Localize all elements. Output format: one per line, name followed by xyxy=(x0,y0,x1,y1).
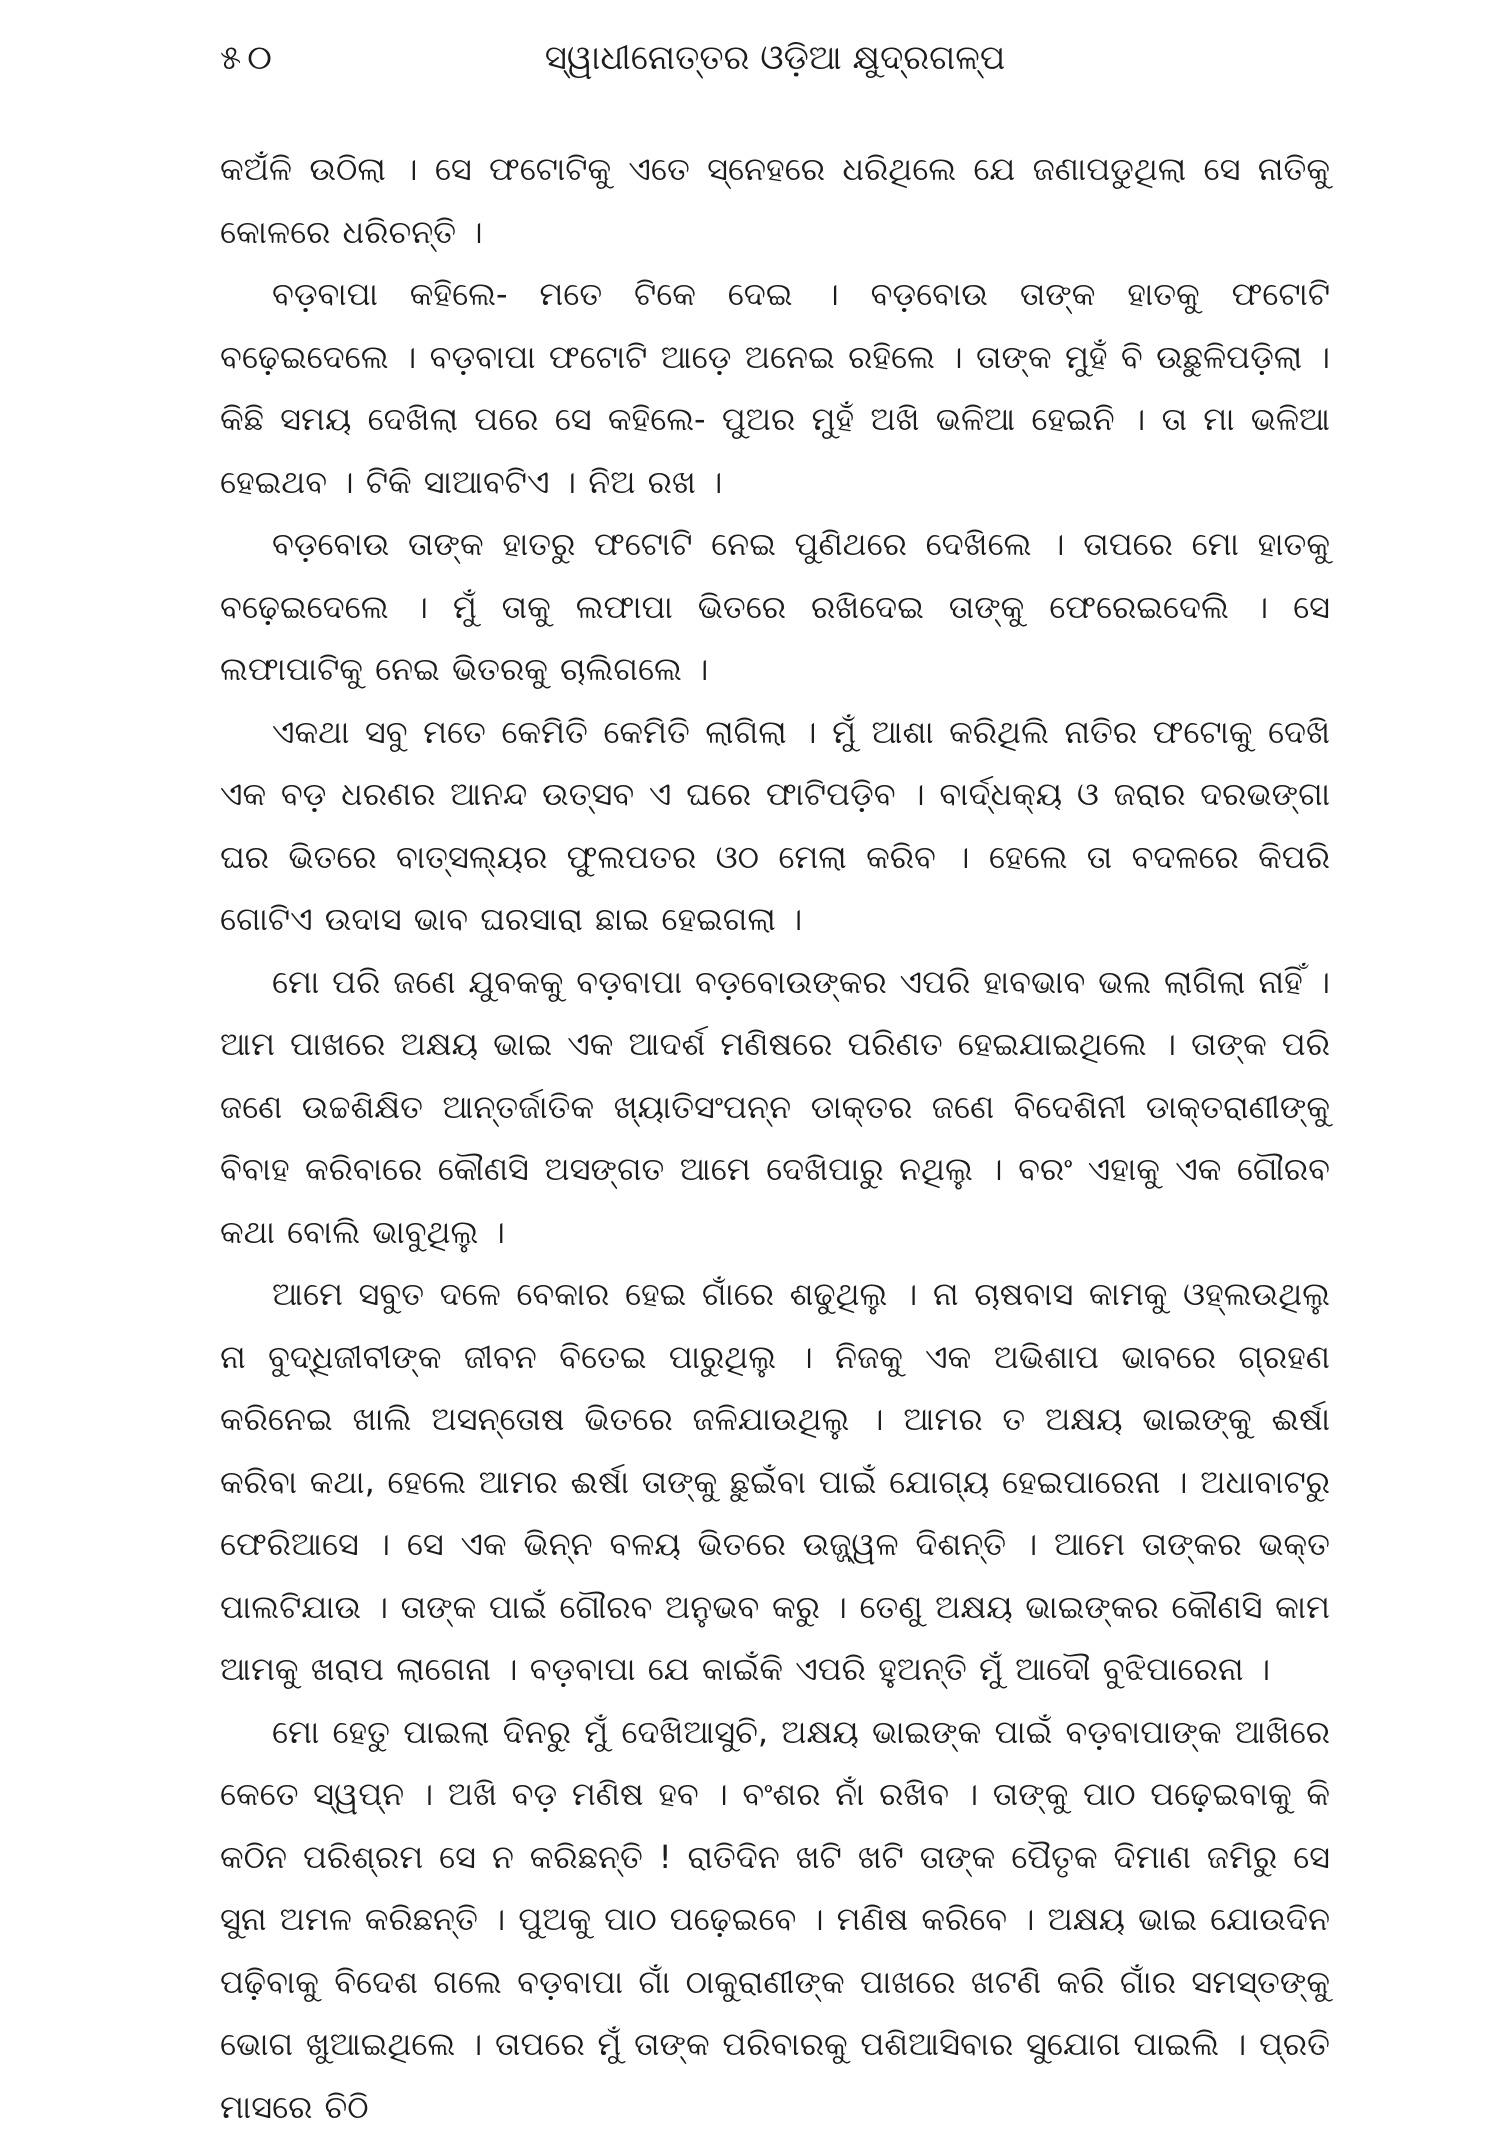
page-number: ୫୦ xyxy=(220,28,278,88)
paragraph: ମୋ ହେତୁ ପାଇଲା ଦିନରୁ ମୁଁ ଦେଖିଆସୁଚି, ଅକ୍ଷୟ ଭାଇଙ୍କ ପାଇଁ ବଡ଼ବାପାଙ୍କ ଆଖିରେ କେତେ ସ୍ୱପ୍ନ । ଅଖି ବଡ଼ ମଣିଷ ହବ । ବଂଶର ନାଁ ରଖିବ । ତାଙ୍କୁ ପାଠ ପଢ଼େଇବାକୁ କି କଠିନ ପରିଶ୍ରମ ସେ ନ କରିଛନ୍ତି ! ରାତିଦିନ ଖଟି ଖଟି ତାଙ୍କ ପୈତୃକ ଦିମାଣ ଜମିରୁ ସେ ସୁନା ଅମଳ କରିଛନ୍ତି । ପୁଅକୁ ପାଠ ପଢ଼େଇବେ । ମଣିଷ କରିବେ । ଅକ୍ଷୟ ଭାଇ ଯୋଉଦିନ ପଢ଼ିବାକୁ ବିଦେଶ ଗଲେ ବଡ଼ବାପା ଗାଁ ଠାକୁରାଣୀଙ୍କ ପାଖରେ ଖଟଣି କରି ଗାଁର ସମସ୍ତଙ୍କୁ ଭୋଗ ଖୁଆଇଥିଲେ । ତାପରେ ମୁଁ ତାଙ୍କ ପରିବାରକୁ ପଶିଆସିବାର ସୁଯୋଗ ପାଇଲି । ପ୍ରତି ମାସରେ ଚିଠି xyxy=(220,1701,1330,2138)
book-title: ସ୍ୱାଧୀନୋତ୍ତର ଓଡ଼ିଆ କ୍ଷୁଦ୍ରଗଳ୍ପ xyxy=(220,28,1330,88)
paragraph: ବଡ଼ବୋଉ ତାଙ୍କ ହାତରୁ ଫଟୋଟି ନେଇ ପୁଣିଥରେ ଦେଖିଲେ । ତାପରେ ମୋ ହାତକୁ ବଢ଼େଇଦେଲେ । ମୁଁ ତାକୁ ଲଫାପା ଭିତରେ ରଖିଦେଇ ତାଙ୍କୁ ଫେରେଇଦେଲି । ସେ ଲଫାପାଟିକୁ ନେଇ ଭିତରକୁ ଚାଲିଗଲେ । xyxy=(220,513,1330,701)
paragraph: ବଡ଼ବାପା କହିଲେ- ମତେ ଟିକେ ଦେଇ । ବଡ଼ବୋଉ ତାଙ୍କ ହାତକୁ ଫଟୋଟି ବଢ଼େଇଦେଲେ । ବଡ଼ବାପା ଫଟୋଟି ଆଡ଼େ ଅନେଇ ରହିଲେ । ତାଙ୍କ ମୁହଁ ବି ଉଛୁଳିପଡ଼ିଲା । କିଛି ସମୟ ଦେଖିଲା ପରେ ସେ କହିଲେ- ପୁଅର ମୁହଁ ଅଖି ଭଳିଆ ହେଇନି । ତା ମା ଭଳିଆ ହେଇଥବ । ଟିକି ସାଆବଟିଏ । ନିଅ ରଖ । xyxy=(220,263,1330,513)
running-header xyxy=(220,28,1330,88)
paragraph: ମୋ ପରି ଜଣେ ଯୁବକକୁ ବଡ଼ବାପା ବଡ଼ବୋଉଙ୍କର ଏପରି ହାବଭାବ ଭଲ ଲାଗିଲା ନାହିଁ । ଆମ ପାଖରେ ଅକ୍ଷୟ ଭାଇ ଏକ ଆଦର୍ଶ ମଣିଷରେ ପରିଣତ ହେଇଯାଇଥିଲେ । ତାଙ୍କ ପରି ଜଣେ ଉଚ୍ଚଶିକ୍ଷିତ ଆନ୍ତର୍ଜାତିକ ଖ୍ୟାତିସଂପନ୍ନ ଡାକ୍ତର ଜଣେ ବିଦେଶିନୀ ଡାକ୍ତରାଣୀଙ୍କୁ ବିବାହ କରିବାରେ କୌଣସି ଅସଙ୍ଗତ ଆମେ ଦେଖିପାରୁ ନଥିଲୁ । ବରଂ ଏହାକୁ ଏକ ଗୌରବ କଥା ବୋଲି ଭାବୁଥିଲୁ । xyxy=(220,951,1330,1264)
story-text xyxy=(220,138,1330,2138)
paragraph: ଏକଥା ସବୁ ମତେ କେମିତି କେମିତି ଲାଗିଲା । ମୁଁ ଆଶା କରିଥିଲି ନାତିର ଫଟୋକୁ ଦେଖି ଏକ ବଡ଼ ଧରଣର ଆନନ୍ଦ ଉତ୍ସବ ଏ ଘରେ ଫାଟିପଡ଼ିବ । ବାର୍ଦ୍ଧକ୍ୟ ଓ ଜରାର ଦରଭଙ୍ଗା ଘର ଭିତରେ ବାତ୍ସଲ୍ୟର ଫୁଲପତର ଓଠ ମେଲା କରିବ । ହେଲେ ତା ବଦଳରେ କିପରି ଗୋଟିଏ ଉଦାସ ଭାବ ଘରସାରା ଛାଇ ହେଇଗଲା । xyxy=(220,701,1330,951)
paragraph: ଆମେ ସବୁତ ଦଳେ ବେକାର ହେଇ ଗାଁରେ ଶଢୁଥିଲୁ । ନା ଚାଷବାସ କାମକୁ ଓହ୍ଲଉଥିଲୁ ନା ବୁଦ୍ଧିଜୀବୀଙ୍କ ଜୀବନ ବିତେଇ ପାରୁଥିଲୁ । ନିଜକୁ ଏକ ଅଭିଶାପ ଭାବରେ ଗ୍ରହଣ କରିନେଇ ଖାଲି ଅସନ୍ତୋଷ ଭିତରେ ଜଳିଯାଉଥିଲୁ । ଆମର ତ ଅକ୍ଷୟ ଭାଇଙ୍କୁ ଈର୍ଷା କରିବା କଥା, ହେଲେ ଆମର ଈର୍ଷା ତାଙ୍କୁ ଛୁଇଁବା ପାଇଁ ଯୋଗ୍ୟ ହେଇପାରେନା । ଅଧାବାଟରୁ ଫେରିଆସେ । ସେ ଏକ ଭିନ୍ନ ବଳୟ ଭିତରେ ଉଜ୍ଜ୍ୱଳ ଦିଶନ୍ତି । ଆମେ ତାଙ୍କର ଭକ୍ତ ପାଲଟିଯାଉ । ତାଙ୍କ ପାଇଁ ଗୌରବ ଅନୁଭବ କରୁ । ତେଣୁ ଅକ୍ଷୟ ଭାଇଙ୍କର କୌଣସି କାମ ଆମକୁ ଖରାପ ଲାଗେନା । ବଡ଼ବାପା ଯେ କାଇଁକି ଏପରି ହୁଅନ୍ତି ମୁଁ ଆଦୌ ବୁଝିପାରେନା । xyxy=(220,1263,1330,1701)
paragraph: କଅଁଳି ଉଠିଲା । ସେ ଫଟୋଟିକୁ ଏତେ ସ୍ନେହରେ ଧରିଥିଲେ ଯେ ଜଣାପଡୁଥିଲା ସେ ନାତିକୁ କୋଳରେ ଧରିଚନ୍ତି । xyxy=(220,138,1330,263)
